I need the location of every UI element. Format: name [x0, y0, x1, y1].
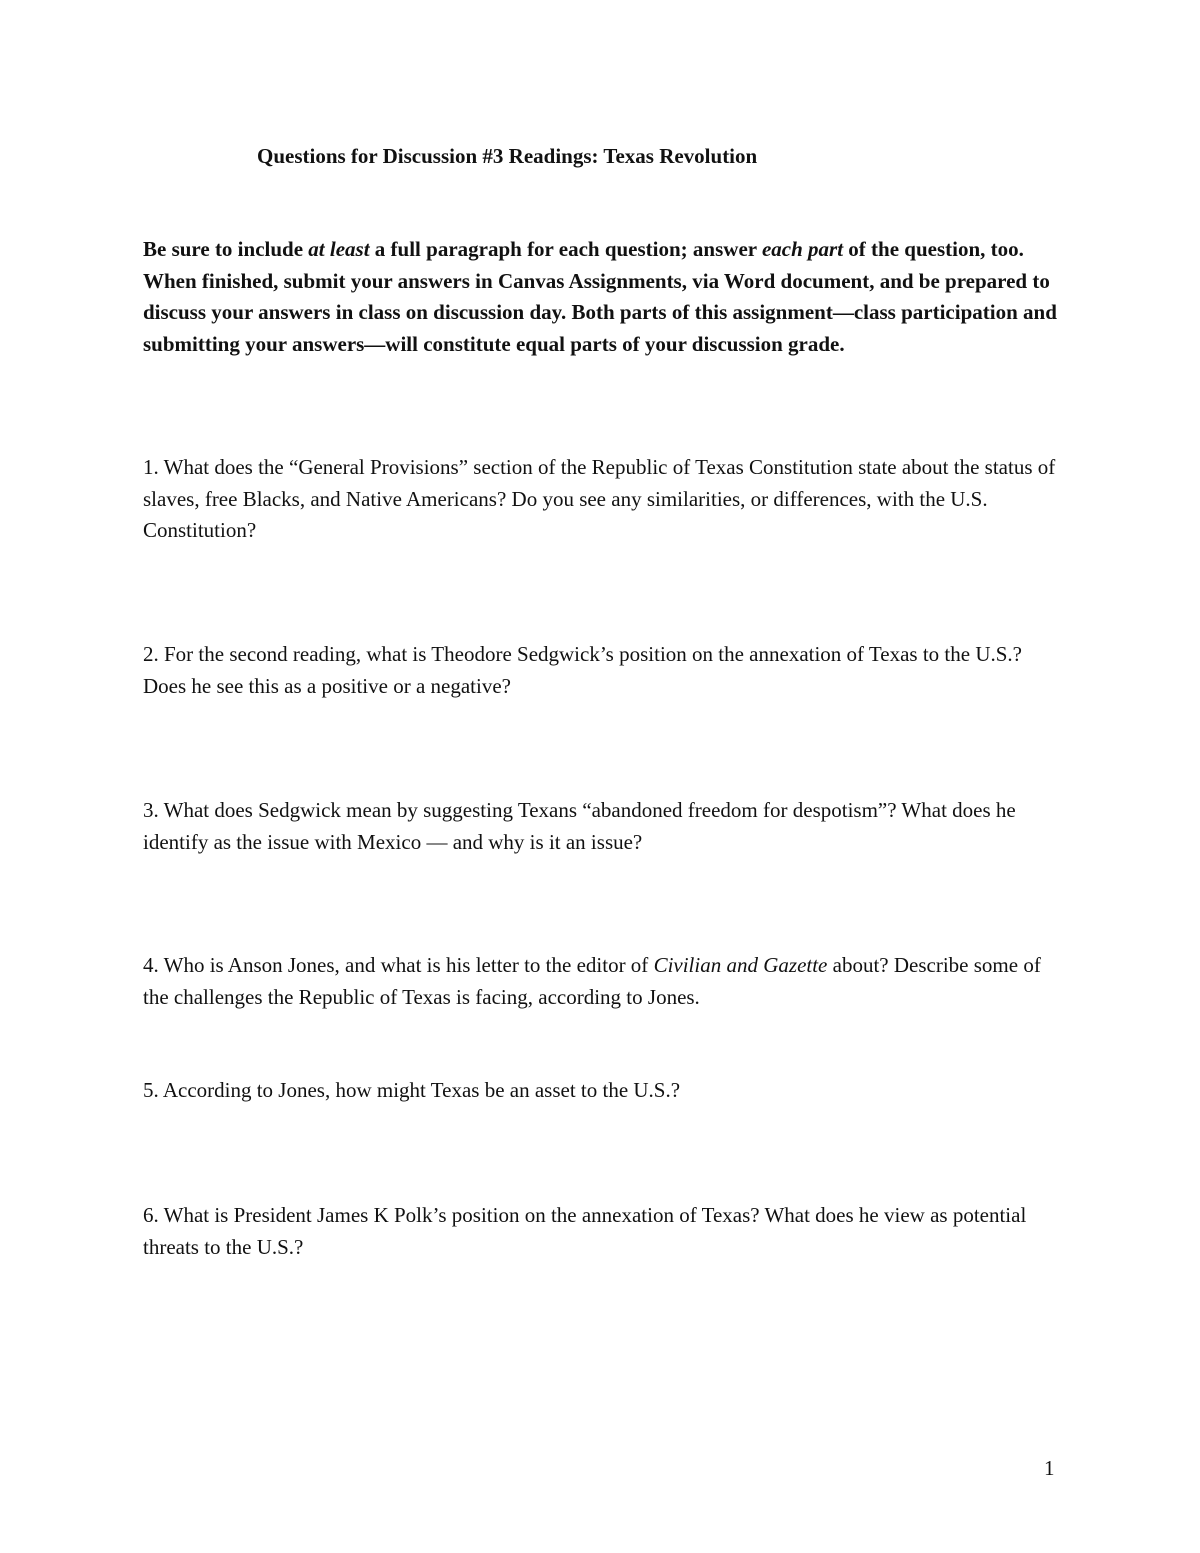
- question-3: 3. What does Sedgwick mean by suggesting Texans “abandoned freedom for despotism”? What does he identify as the issue with Mexico — and why is it an issue?: [143, 798, 1016, 854]
- page-number: 1: [1044, 1456, 1055, 1480]
- instructions-paragraph: [143, 234, 1063, 360]
- question-4-publication-title: Civilian and Gazette: [653, 953, 828, 977]
- instructions-text-3: of the question, too. When finished, submit your answers in Canvas Assignments, via Word document, and be prepared to discuss your answers in class on discussion day. Both parts of this assignment—class participation and submitting your answers—will constitute equal parts of your discussion grade.: [143, 237, 1057, 356]
- question-1: 1. What does the “General Provisions” section of the Republic of Texas Constitution state about the status of slaves, free Blacks, and Native Americans? Do you see any similarities, or differences, with the U.S. Constitution?: [143, 455, 1056, 542]
- question-4-text-before: 4. Who is Anson Jones, and what is his letter to the editor of: [143, 953, 654, 977]
- question-5: 5. According to Jones, how might Texas be an asset to the U.S.?: [143, 1078, 681, 1102]
- question-4: [143, 950, 1063, 1013]
- question-4-text-after: about? Describe some of the challenges the Republic of Texas is facing, according to Jones.: [143, 953, 1041, 1009]
- instructions-text-1: Be sure to include: [143, 237, 309, 261]
- instructions-emphasis-at-least: at least: [308, 237, 370, 261]
- instructions-text-2: a full paragraph for each question; answer: [369, 237, 762, 261]
- document-title: Questions for Discussion #3 Readings: Texas Revolution: [257, 144, 758, 168]
- question-6: 6. What is President James K Polk’s position on the annexation of Texas? What does he view as potential threats to the U.S.?: [143, 1203, 1027, 1259]
- question-2: 2. For the second reading, what is Theodore Sedgwick’s position on the annexation of Texas to the U.S.? Does he see this as a positive or a negative?: [143, 642, 1023, 698]
- instructions-emphasis-each-part: each part: [761, 237, 844, 261]
